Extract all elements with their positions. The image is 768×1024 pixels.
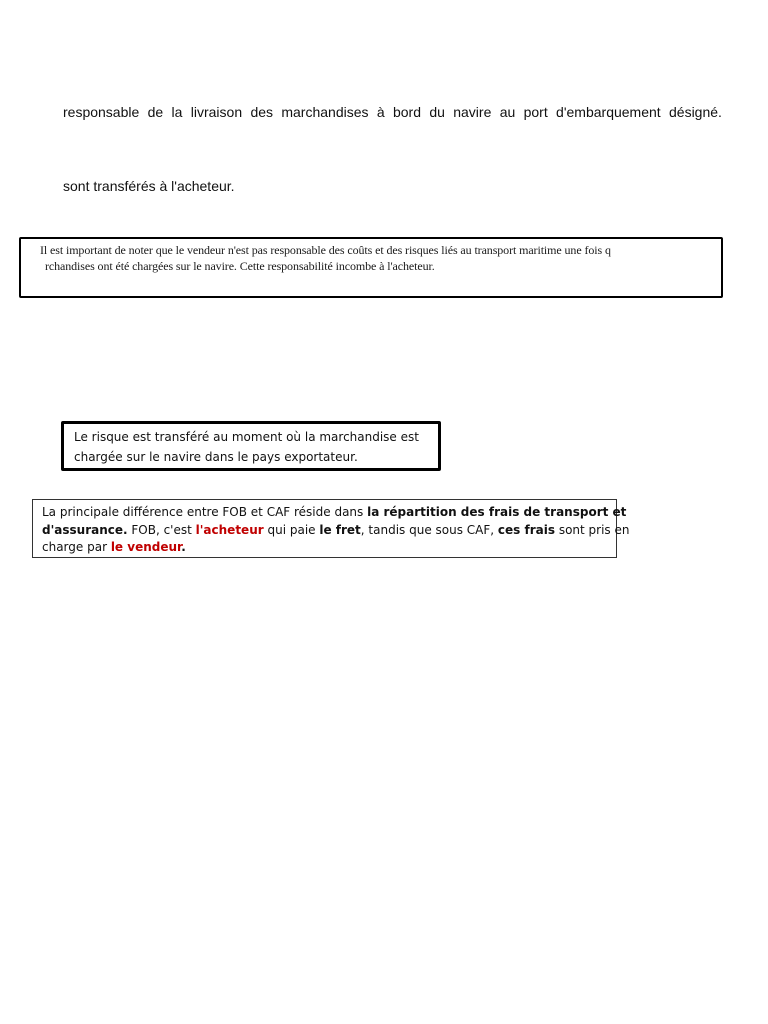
diff-bold-text: la répartition des frais de transport et <box>367 505 627 519</box>
difference-line-3 <box>42 540 186 554</box>
diff-bold-text: ces frais <box>497 523 555 537</box>
difference-line-1 <box>42 505 626 519</box>
word: de <box>147 104 164 120</box>
word: la <box>171 104 183 120</box>
risk-line-1: Le risque est transféré au moment où la marchandise est <box>74 430 419 444</box>
diff-bold-text: d'assurance. <box>42 523 128 537</box>
word: des <box>250 104 274 120</box>
diff-bold-text: le fret <box>319 523 361 537</box>
word: du <box>429 104 445 120</box>
risk-box <box>61 421 441 471</box>
diff-text: qui paie <box>263 523 320 537</box>
word: port <box>523 104 548 120</box>
diff-text: charge par <box>42 540 111 554</box>
word: bord <box>392 104 421 120</box>
word: désigné. <box>669 104 722 120</box>
diff-highlight-acheteur: l'acheteur <box>195 523 264 537</box>
text-line-livraison <box>63 104 722 120</box>
note-line-2: rchandises ont été chargées sur le navire. Cette responsabilité incombe à l'acheteur. <box>45 259 435 273</box>
diff-bold-text: . <box>181 540 186 554</box>
word: navire <box>453 104 492 120</box>
risk-line-2: chargée sur le navire dans le pays exportateur. <box>74 450 358 464</box>
word: responsable <box>63 104 140 120</box>
diff-text: , tandis que sous CAF, <box>360 523 498 537</box>
note-line-1: Il est important de noter que le vendeur n'est pas responsable des coûts et des risques liés au transport maritime une fois q <box>40 243 611 257</box>
word: livraison <box>190 104 243 120</box>
note-box <box>19 237 723 298</box>
diff-text: FOB, c'est <box>127 523 196 537</box>
difference-line-2 <box>42 523 629 537</box>
word: au <box>499 104 516 120</box>
diff-highlight-vendeur: le vendeur <box>110 540 182 554</box>
diff-text: La principale différence entre FOB et CAF réside dans <box>42 505 368 519</box>
text-line-transfert: sont transférés à l'acheteur. <box>63 178 235 194</box>
diff-text: sont pris en <box>555 523 630 537</box>
word: à <box>376 104 385 120</box>
word: d'embarquement <box>556 104 661 120</box>
difference-box <box>32 499 630 558</box>
word: marchandises <box>281 104 369 120</box>
